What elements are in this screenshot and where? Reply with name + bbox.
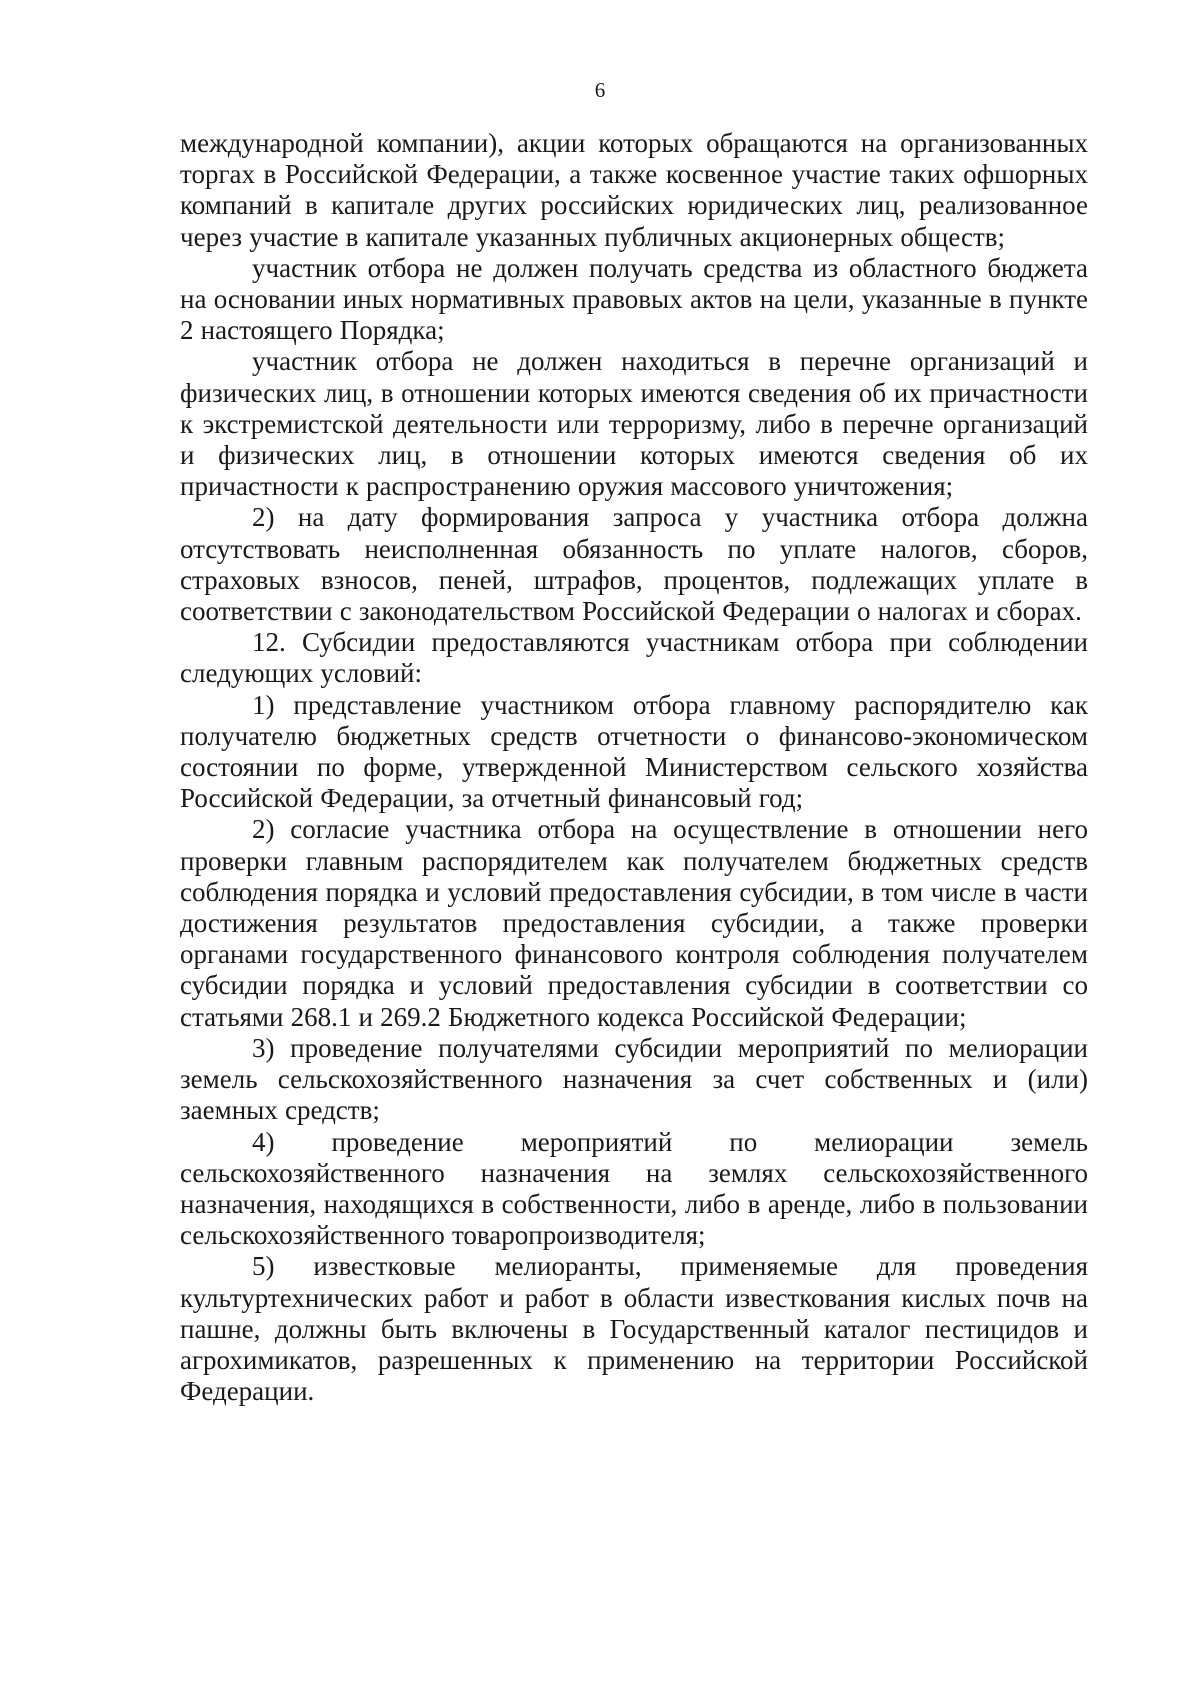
paragraph-condition-2: 2) согласие участника отбора на осуществление в отношении него проверки главным распорядителем как получателем бюджетных средств соблюдения порядка и условий предоставления субсидии, в том числе в части достижения результатов предоставления субсидии, а также проверки органами государственного финансового контроля соблюдения получателем субсидии порядка и условий предоставления субсидии в соответствии со статьями 268.1 и 269.2 Бюджетного кодекса Российской Федерации; [180,814,1088,1032]
document-body [180,128,1088,1407]
paragraph-offshore-participation: международной компании), акции которых обращаются на организованных торгах в Российской Федерации, а также косвенное участие таких офшорных компаний в капитале других российских юридических лиц, реализованное через участие в капитале указанных публичных акционерных обществ; [180,128,1088,252]
paragraph-no-other-funds: участник отбора не должен получать средства из областного бюджета на основании иных нормативных правовых актов на цели, указанные в пункте 2 настоящего Порядка; [180,252,1088,346]
paragraph-condition-5: 5) известковые мелиоранты, применяемые для проведения культуртехнических работ и работ в области известкования кислых почв на пашне, должны быть включены в Государственный каталог пестицидов и агрохимикатов, разрешенных к применению на территории Российской Федерации. [180,1251,1088,1407]
paragraph-condition-1: 1) представление участником отбора главному распорядителю как получателю бюджетных средств отчетности о финансово-экономическом состоянии по форме, утвержденной Министерством сельского хозяйства Российской Федерации, за отчетный финансовый год; [180,689,1088,814]
paragraph-extremism-list: участник отбора не должен находиться в перечне организаций и физических лиц, в отношении которых имеются сведения об их причастности к экстремистской деятельности или терроризму, либо в перечне организаций и физических лиц, в отношении которых имеются сведения об их причастности к распространению оружия массового уничтожения; [180,346,1088,502]
paragraph-section-12-heading: 12. Субсидии предоставляются участникам отбора при соблюдении следующих условий: [180,627,1088,689]
paragraph-tax-obligations: 2) на дату формирования запроса у участника отбора должна отсутствовать неисполненная обязанность по уплате налогов, сборов, страховых взносов, пеней, штрафов, процентов, подлежащих уплате в соответствии с законодательством Российской Федерации о налогах и сборах. [180,502,1088,627]
paragraph-condition-4: 4) проведение мероприятий по мелиорации земель сельскохозяйственного назначения на землях сельскохозяйственного назначения, находящихся в собственности, либо в аренде, либо в пользовании сельскохозяйственного товаропроизводителя; [180,1126,1088,1251]
paragraph-condition-3: 3) проведение получателями субсидии мероприятий по мелиорации земель сельскохозяйственного назначения за счет собственных и (или) заемных средств; [180,1032,1088,1126]
page-number: 6 [594,78,606,102]
